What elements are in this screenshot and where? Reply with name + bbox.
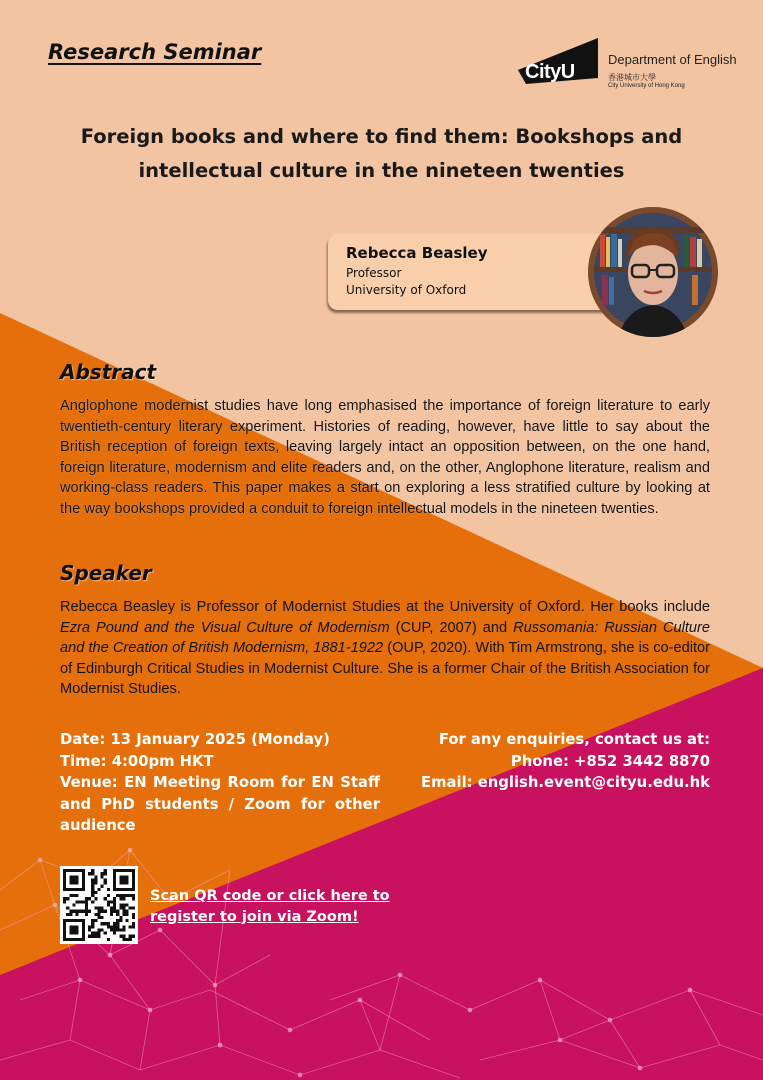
- speaker-bio-text: (OUP, 2020). With Tim Armstrong, she is co-editor of Edinburgh Critical Studies in Modernist Culture. She is a former Chair of the British Association for Modernist Studies.: [60, 640, 710, 697]
- contact-info: [400, 729, 710, 794]
- speaker-photo: [588, 207, 718, 337]
- speaker-bio: [60, 597, 710, 700]
- speaker-position: Professor: [346, 266, 402, 280]
- speaker-bio-text: Rebecca Beasley is Professor of Modernist Studies at the University of Oxford. Her books include: [60, 599, 710, 615]
- zoom-registration-link[interactable]: Scan QR code or click here to register to join via Zoom!: [150, 888, 390, 925]
- event-venue: Venue: EN Meeting Room for EN Staff and PhD students / Zoom for other audience: [60, 774, 380, 834]
- event-date: Date: 13 January 2025 (Monday): [60, 731, 330, 748]
- abstract-text: Anglophone modernist studies have long emphasised the importance of foreign literature to early twentieth-century literary experiment. Histories of reading, however, have little to say about the British reception of foreign texts, leaving largely intact an opposition between, on the one hand, foreign literature, modernism and elite readers and, on the other, Anglophone literature, realism and working-class readers. This paper makes a start on exploring a less stratified culture by looking at the way bookshops provided a conduit to foreign intellectual models in the nineteen twenties.: [60, 398, 710, 517]
- book-title-russomania: Russomania: Russian Culture and the Creation of British Modernism, 1881-1922: [60, 619, 711, 656]
- zoom-qr-code[interactable]: [60, 866, 138, 944]
- seminar-title: Foreign books and where to find them: Bookshops and intellectual culture in the nineteen twenties: [80, 125, 683, 182]
- book-title-ezra-pound: Ezra Pound and the Visual Culture of Modernism: [60, 619, 390, 636]
- event-time: Time: 4:00pm HKT: [60, 752, 214, 770]
- seminar-type-label: Research Seminar: [48, 40, 262, 64]
- cityu-logo-mark: [518, 38, 604, 92]
- department-name: Department of English: [608, 52, 737, 67]
- university-name-english: City University of Hong Kong: [608, 83, 685, 89]
- event-details: [60, 729, 380, 837]
- contact-heading: For any enquiries, contact us at:: [438, 731, 710, 748]
- contact-phone: Phone: +852 3442 8870: [510, 752, 710, 770]
- svg-text:CityU: CityU: [525, 61, 575, 83]
- abstract-heading: Abstract: [60, 360, 157, 384]
- speaker-name: Rebecca Beasley: [346, 244, 488, 262]
- cityu-logo: [518, 38, 738, 96]
- university-name-chinese: 香港城市大學: [608, 73, 656, 82]
- speaker-institution: University of Oxford: [346, 283, 467, 297]
- speaker-heading: Speaker: [60, 561, 152, 585]
- contact-email[interactable]: Email: english.event@cityu.edu.hk: [421, 774, 710, 791]
- speaker-bio-text: (CUP, 2007) and: [389, 619, 514, 636]
